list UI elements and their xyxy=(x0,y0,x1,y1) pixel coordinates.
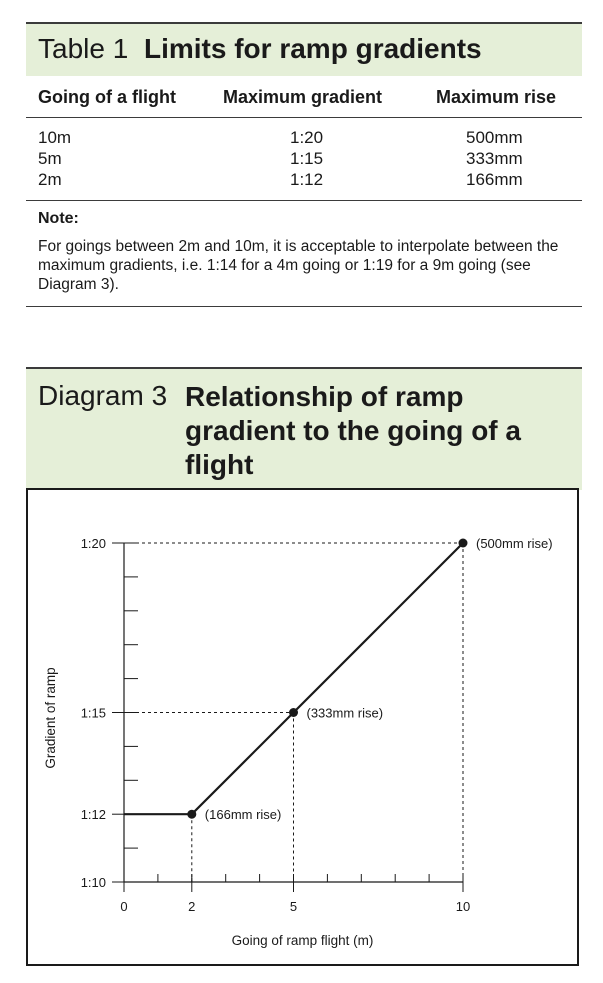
data-label: (166mm rise) xyxy=(204,807,282,823)
x-axis-label: Going of ramp flight (m) xyxy=(231,933,374,948)
cell-going: 2m xyxy=(38,170,62,189)
header-going: Going of a flight xyxy=(38,87,176,107)
table-label: Table 1 xyxy=(38,33,129,64)
data-point xyxy=(187,810,196,819)
header-max-rise: Maximum rise xyxy=(436,87,557,107)
header-max-gradient: Maximum gradient xyxy=(223,87,383,107)
note-heading: Note: xyxy=(38,210,79,227)
data-label: (333mm rise) xyxy=(306,705,384,721)
y-tick-label: 1:10 xyxy=(80,875,106,890)
cell-rise: 333mm xyxy=(466,149,523,168)
data-point xyxy=(459,539,468,548)
cell-going: 10m xyxy=(38,128,72,147)
cell-gradient: 1:20 xyxy=(290,128,324,147)
table-title: Limits for ramp gradients xyxy=(144,33,482,64)
data-label: (500mm rise) xyxy=(476,536,553,551)
y-axis-label: Gradient of ramp xyxy=(43,667,58,769)
cell-gradient: 1:15 xyxy=(290,149,324,168)
cell-gradient: 1:12 xyxy=(290,170,324,189)
diagram-title: Relationship of ramp gradient to the going of a flight xyxy=(185,381,521,480)
diagram-label: Diagram 3 xyxy=(38,380,168,411)
x-tick-label: 0 xyxy=(120,899,128,914)
y-tick-label: 1:20 xyxy=(80,536,106,551)
y-tick-label: 1:15 xyxy=(80,705,106,721)
cell-rise: 500mm xyxy=(466,128,523,147)
x-tick-label: 10 xyxy=(455,899,471,914)
data-point xyxy=(289,708,298,717)
note-text: For goings between 2m and 10m, it is acceptable to interpolate between the maximum gradients, i.e. 1:14 for a 4m going or 1:19 for a 9m going (see Diagram 3). xyxy=(38,238,559,293)
cell-going: 5m xyxy=(38,149,62,168)
x-tick-label: 2 xyxy=(188,899,196,914)
y-tick-label: 1:12 xyxy=(80,807,106,823)
x-tick-label: 5 xyxy=(289,899,298,914)
cell-rise: 166mm xyxy=(466,170,523,189)
